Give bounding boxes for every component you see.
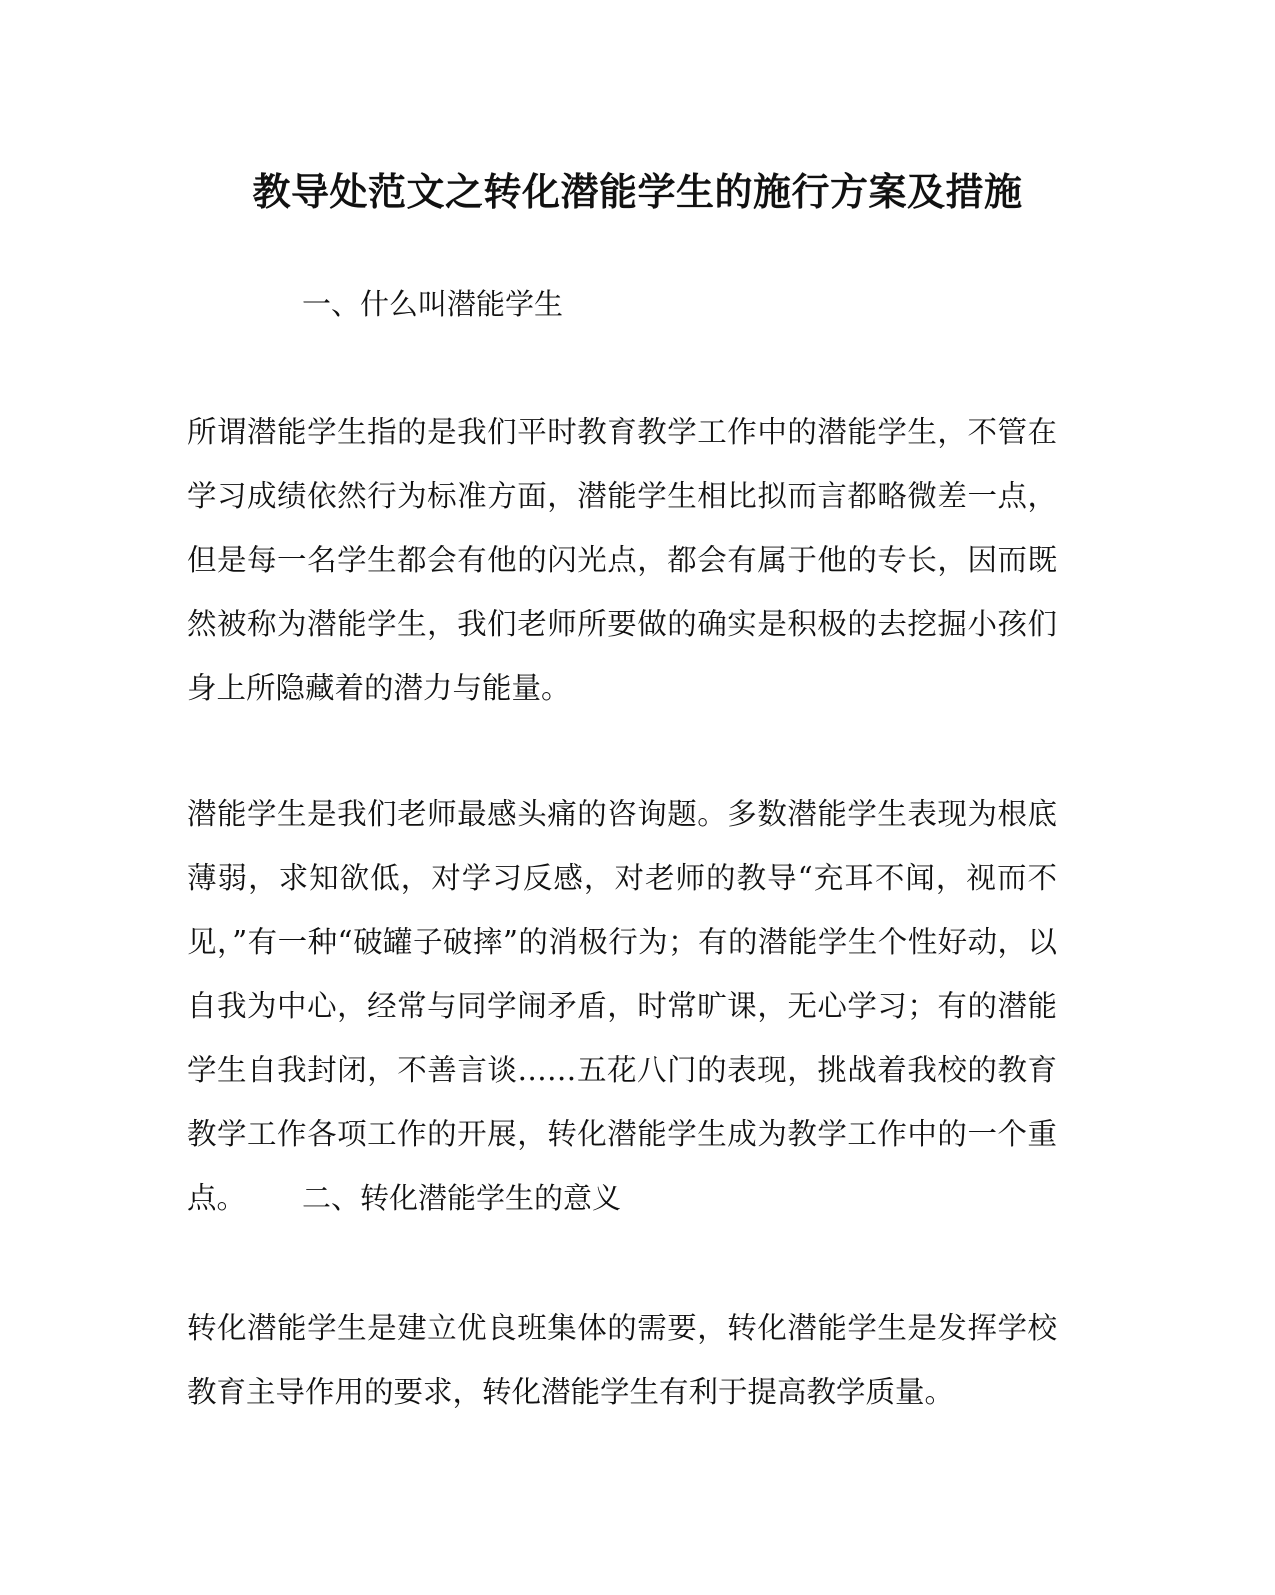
document-title: 教导处范文之转化潜能学生的施行方案及措施 <box>252 169 1023 214</box>
paragraph-1: 所谓潜能学生指的是我们平时教育教学工作中的潜能学生，不管在学习成绩依然行为标准方面，潜能学生相比拟而言都略微差一点，但是每一名学生都会有他的闪光点，都会有属于他的专长，因而既然被称为潜能学生，我们老师所要做的确实是积极的去挖掘小孩们身上所隐藏着的潜力与能量。 <box>187 415 1057 705</box>
paragraph-3: 转化潜能学生是建立优良班集体的需要，转化潜能学生是发挥学校教育主导作用的要求，转化潜能学生有利于提高教学质量。 <box>187 1311 1057 1409</box>
section-heading-1: 一、什么叫潜能学生 <box>302 287 564 321</box>
section-heading-2: 二、转化潜能学生的意义 <box>302 1181 622 1215</box>
paragraph-2: 潜能学生是我们老师最感头痛的咨询题。多数潜能学生表现为根底薄弱，求知欲低，对学习反感，对老师的教导“充耳不闻，视而不见，”有一种“破罐子破摔”的消极行为；有的潜能学生个性好动，以自我为中心，经常与同学闹矛盾，时常旷课，无心学习；有的潜能学生自我封闭，不善言谈……五花八门的表现，挑战着我校的教育教学工作各项工作的开展，转化潜能学生成为教学工作中的一个重点。 <box>187 797 1057 1215</box>
